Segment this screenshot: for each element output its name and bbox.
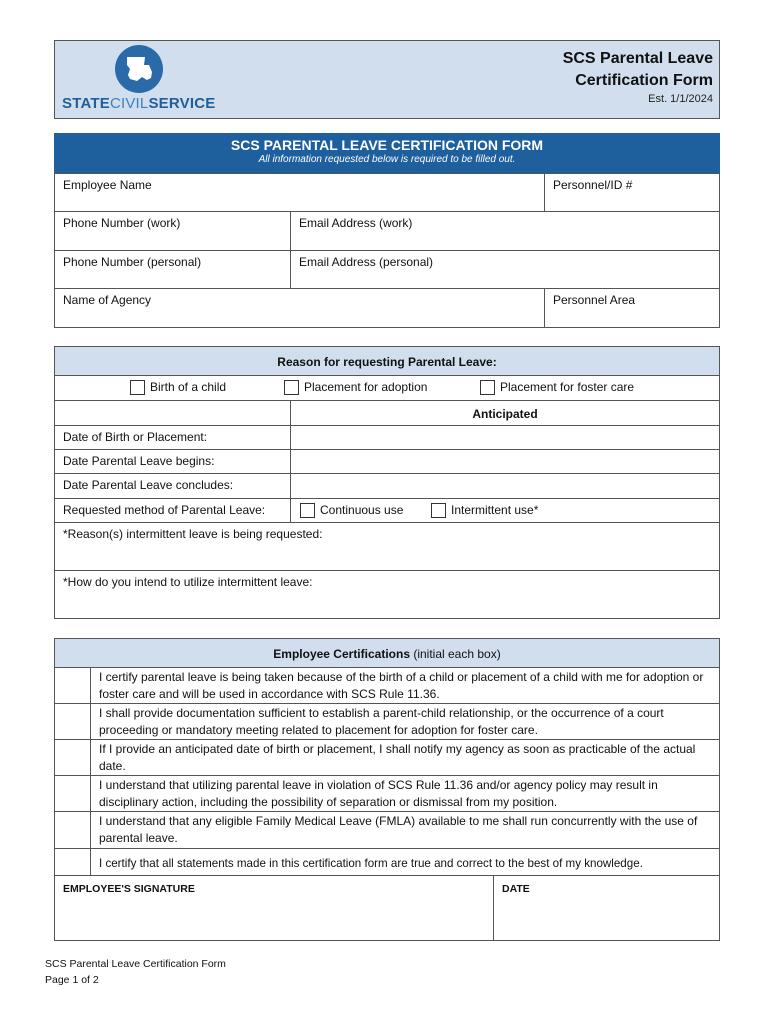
footer-page-number: Page 1 of 2 [45,974,99,986]
certifications-header: Employee Certifications (initial each box) [54,638,720,668]
birth-checkbox[interactable] [130,380,145,395]
option-continuous[interactable]: Continuous use [300,503,403,518]
option-foster-care[interactable]: Placement for foster care [480,380,634,395]
employee-name-field[interactable]: Employee Name [54,173,545,212]
agency-name-field[interactable]: Name of Agency [54,288,545,328]
initial-box-1[interactable] [54,667,91,704]
personnel-area-field[interactable]: Personnel Area [544,288,720,328]
form-banner: SCS PARENTAL LEAVE CERTIFICATION FORM All information requested below is required to be filled out. [54,133,720,173]
intermittent-checkbox[interactable] [431,503,446,518]
adoption-checkbox[interactable] [284,380,299,395]
option-adoption[interactable]: Placement for adoption [284,380,427,395]
anticipated-header: Anticipated [290,400,720,426]
date-field[interactable]: DATE [493,875,720,941]
foster-care-checkbox[interactable] [480,380,495,395]
email-personal-field[interactable]: Email Address (personal) [290,250,720,289]
initial-box-4[interactable] [54,775,91,812]
method-label: Requested method of Parental Leave: [54,498,291,523]
footer-form-name: SCS Parental Leave Certification Form [45,958,226,970]
louisiana-map-icon [115,45,163,93]
state-civil-service-logo-icon [115,45,163,93]
phone-work-field[interactable]: Phone Number (work) [54,211,291,251]
date-begins-label: Date Parental Leave begins: [54,449,291,474]
certification-4: I understand that utilizing parental leave in violation of SCS Rule 11.36 and/or agency policy may result in disciplinary action, including the possibility of separation or dismissal from my position. [90,775,720,812]
logo-wordmark: STATECIVILSERVICE [62,95,216,112]
signature-field[interactable]: EMPLOYEE'S SIGNATURE [54,875,494,941]
initial-box-5[interactable] [54,811,91,849]
certification-5: I understand that any eligible Family Medical Leave (FMLA) available to me shall run concurrently with the use of parental leave. [90,811,720,849]
continuous-checkbox[interactable] [300,503,315,518]
intermittent-reason-field[interactable]: *Reason(s) intermittent leave is being requested: [54,522,720,571]
email-work-field[interactable]: Email Address (work) [290,211,720,251]
option-birth[interactable]: Birth of a child [130,380,226,395]
personnel-id-field[interactable]: Personnel/ID # [544,173,720,212]
intermittent-how-field[interactable]: *How do you intend to utilize intermittent leave: [54,570,720,619]
form-title: SCS Parental Leave Certification Form [562,50,713,89]
date-concludes-input[interactable] [290,473,720,499]
date-concludes-label: Date Parental Leave concludes: [54,473,291,499]
initial-box-6[interactable] [54,848,91,876]
anticipated-blank-cell [54,400,291,426]
certification-6: I certify that all statements made in this certification form are true and correct to the best of my knowledge. [90,848,720,876]
initial-box-3[interactable] [54,739,91,776]
date-birth-label: Date of Birth or Placement: [54,425,291,450]
certification-3: If I provide an anticipated date of birth or placement, I shall notify my agency as soon as practicable of the actual date. [90,739,720,776]
certification-1: I certify parental leave is being taken because of the birth of a child or placement of a child with me for adoption or foster care and will be used in accordance with SCS Rule 11.36. [90,667,720,704]
phone-personal-field[interactable]: Phone Number (personal) [54,250,291,289]
reason-section-header: Reason for requesting Parental Leave: [54,346,720,376]
option-intermittent[interactable]: Intermittent use* [431,503,538,518]
date-begins-input[interactable] [290,449,720,474]
date-birth-input[interactable] [290,425,720,450]
certification-2: I shall provide documentation sufficient to establish a parent-child relationship, or the occurrence of a court proceeding or mandatory meeting related to placement for adoption for foster care. [90,703,720,740]
established-date: Est. 1/1/2024 [648,93,713,105]
initial-box-2[interactable] [54,703,91,740]
